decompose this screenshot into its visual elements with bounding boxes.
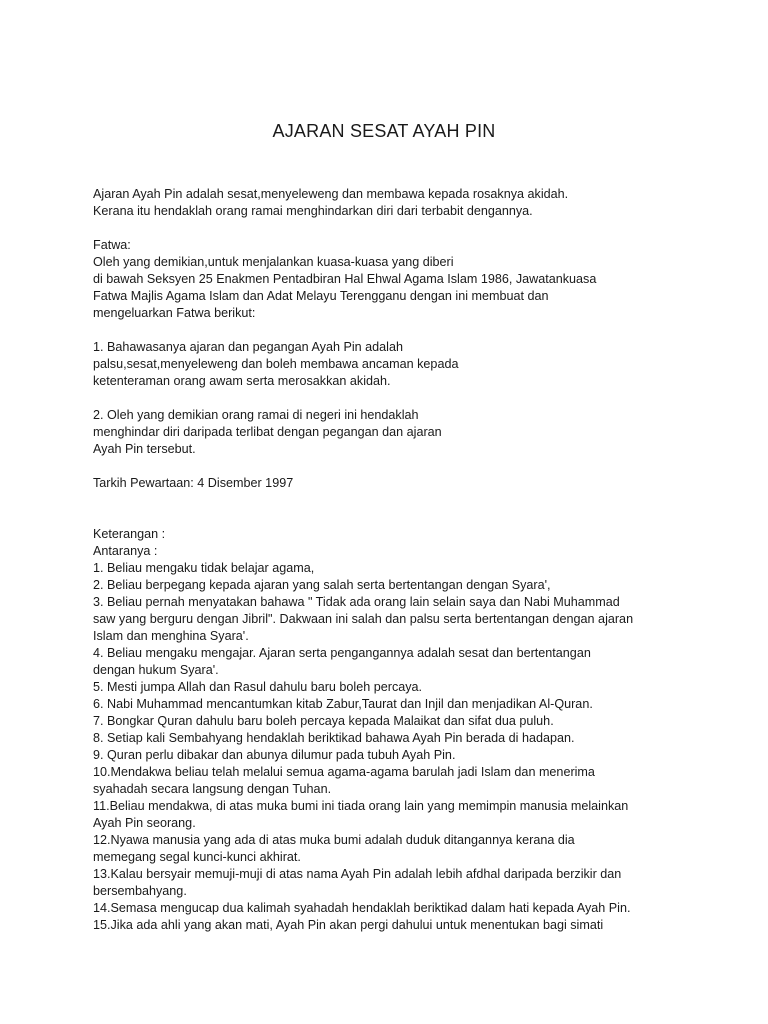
keterangan-section [93, 526, 713, 934]
list-item-line: bersembahyang. [93, 884, 187, 898]
intro-line: Ajaran Ayah Pin adalah sesat,menyeleweng dan membawa kepada rosaknya akidah. [93, 187, 569, 201]
document-title: AJARAN SESAT AYAH PIN [272, 121, 496, 141]
list-item-line: 15.Jika ada ahli yang akan mati, Ayah Pin akan pergi dahului untuk menentukan bagi simati [93, 918, 604, 932]
list-item-line: 2. Beliau berpegang kepada ajaran yang salah serta bertentangan dengan Syara', [93, 578, 551, 592]
list-item-line: 9. Quran perlu dibakar dan abunya dilumur pada tubuh Ayah Pin. [93, 748, 456, 762]
fatwa-point-2 [93, 407, 713, 458]
list-item-line: 3. Beliau pernah menyatakan bahawa " Tidak ada orang lain selain saya dan Nabi Muhammad [93, 595, 620, 609]
intro-paragraph [93, 186, 713, 220]
list-item-line: 8. Setiap kali Sembahyang hendaklah beriktikad bahawa Ayah Pin berada di hadapan. [93, 731, 575, 745]
fatwa-point-line: 1. Bahawasanya ajaran dan pegangan Ayah Pin adalah [93, 340, 403, 354]
fatwa-point-line: Ayah Pin tersebut. [93, 442, 196, 456]
fatwa-line: Fatwa Majlis Agama Islam dan Adat Melayu Terengganu dengan ini membuat dan [93, 289, 549, 303]
fatwa-line: di bawah Seksyen 25 Enakmen Pentadbiran Hal Ehwal Agama Islam 1986, Jawatankuasa [93, 272, 597, 286]
gazette-date: Tarkih Pewartaan: 4 Disember 1997 [93, 476, 294, 490]
fatwa-point-line: 2. Oleh yang demikian orang ramai di negeri ini hendaklah [93, 408, 419, 422]
list-item-line: 13.Kalau bersyair memuji-muji di atas nama Ayah Pin adalah lebih afdhal daripada berzikir dan [93, 867, 622, 881]
list-item-line: 4. Beliau mengaku mengajar. Ajaran serta pengangannya adalah sesat dan bertentangan [93, 646, 591, 660]
antaranya-label: Antaranya : [93, 544, 158, 558]
list-item-line: Islam dan menghina Syara'. [93, 629, 249, 643]
list-item-line: 1. Beliau mengaku tidak belajar agama, [93, 561, 315, 575]
list-item-line: 12.Nyawa manusia yang ada di atas muka bumi adalah duduk ditangannya kerana dia [93, 833, 575, 847]
fatwa-point-line: palsu,sesat,menyeleweng dan boleh membawa ancaman kepada [93, 357, 459, 371]
list-item-line: 5. Mesti jumpa Allah dan Rasul dahulu baru boleh percaya. [93, 680, 423, 694]
keterangan-list [93, 560, 713, 934]
keterangan-heading: Keterangan : [93, 527, 166, 541]
list-item-line: 10.Mendakwa beliau telah melalui semua agama-agama barulah jadi Islam dan menerima [93, 765, 595, 779]
list-item-line: 6. Nabi Muhammad mencantumkan kitab Zabur,Taurat dan Injil dan menjadikan Al-Quran. [93, 697, 593, 711]
intro-line: Kerana itu hendaklah orang ramai menghindarkan diri dari terbabit dengannya. [93, 204, 533, 218]
fatwa-line: Oleh yang demikian,untuk menjalankan kuasa-kuasa yang diberi [93, 255, 454, 269]
fatwa-point-1 [93, 339, 713, 390]
fatwa-section [93, 237, 713, 322]
list-item-line: Ayah Pin seorang. [93, 816, 196, 830]
fatwa-point-line: menghindar diri daripada terlibat dengan pegangan dan ajaran [93, 425, 442, 439]
list-item-line: memegang segal kunci-kunci akhirat. [93, 850, 301, 864]
fatwa-line: mengeluarkan Fatwa berikut: [93, 306, 256, 320]
list-item-line: syahadah secara langsung dengan Tuhan. [93, 782, 332, 796]
fatwa-point-line: ketenteraman orang awam serta merosakkan akidah. [93, 374, 391, 388]
list-item-line: 14.Semasa mengucap dua kalimah syahadah hendaklah beriktikad dalam hati kepada Ayah Pin. [93, 901, 631, 915]
list-item-line: dengan hukum Syara'. [93, 663, 219, 677]
fatwa-heading: Fatwa: [93, 238, 131, 252]
list-item-line: 7. Bongkar Quran dahulu baru boleh percaya kepada Malaikat dan sifat dua puluh. [93, 714, 554, 728]
document-body [93, 186, 713, 934]
list-item-line: saw yang berguru dengan Jibril". Dakwaan ini salah dan palsu serta bertentangan dengan ajaran [93, 612, 634, 626]
list-item-line: 11.Beliau mendakwa, di atas muka bumi ini tiada orang lain yang memimpin manusia melainkan [93, 799, 629, 813]
